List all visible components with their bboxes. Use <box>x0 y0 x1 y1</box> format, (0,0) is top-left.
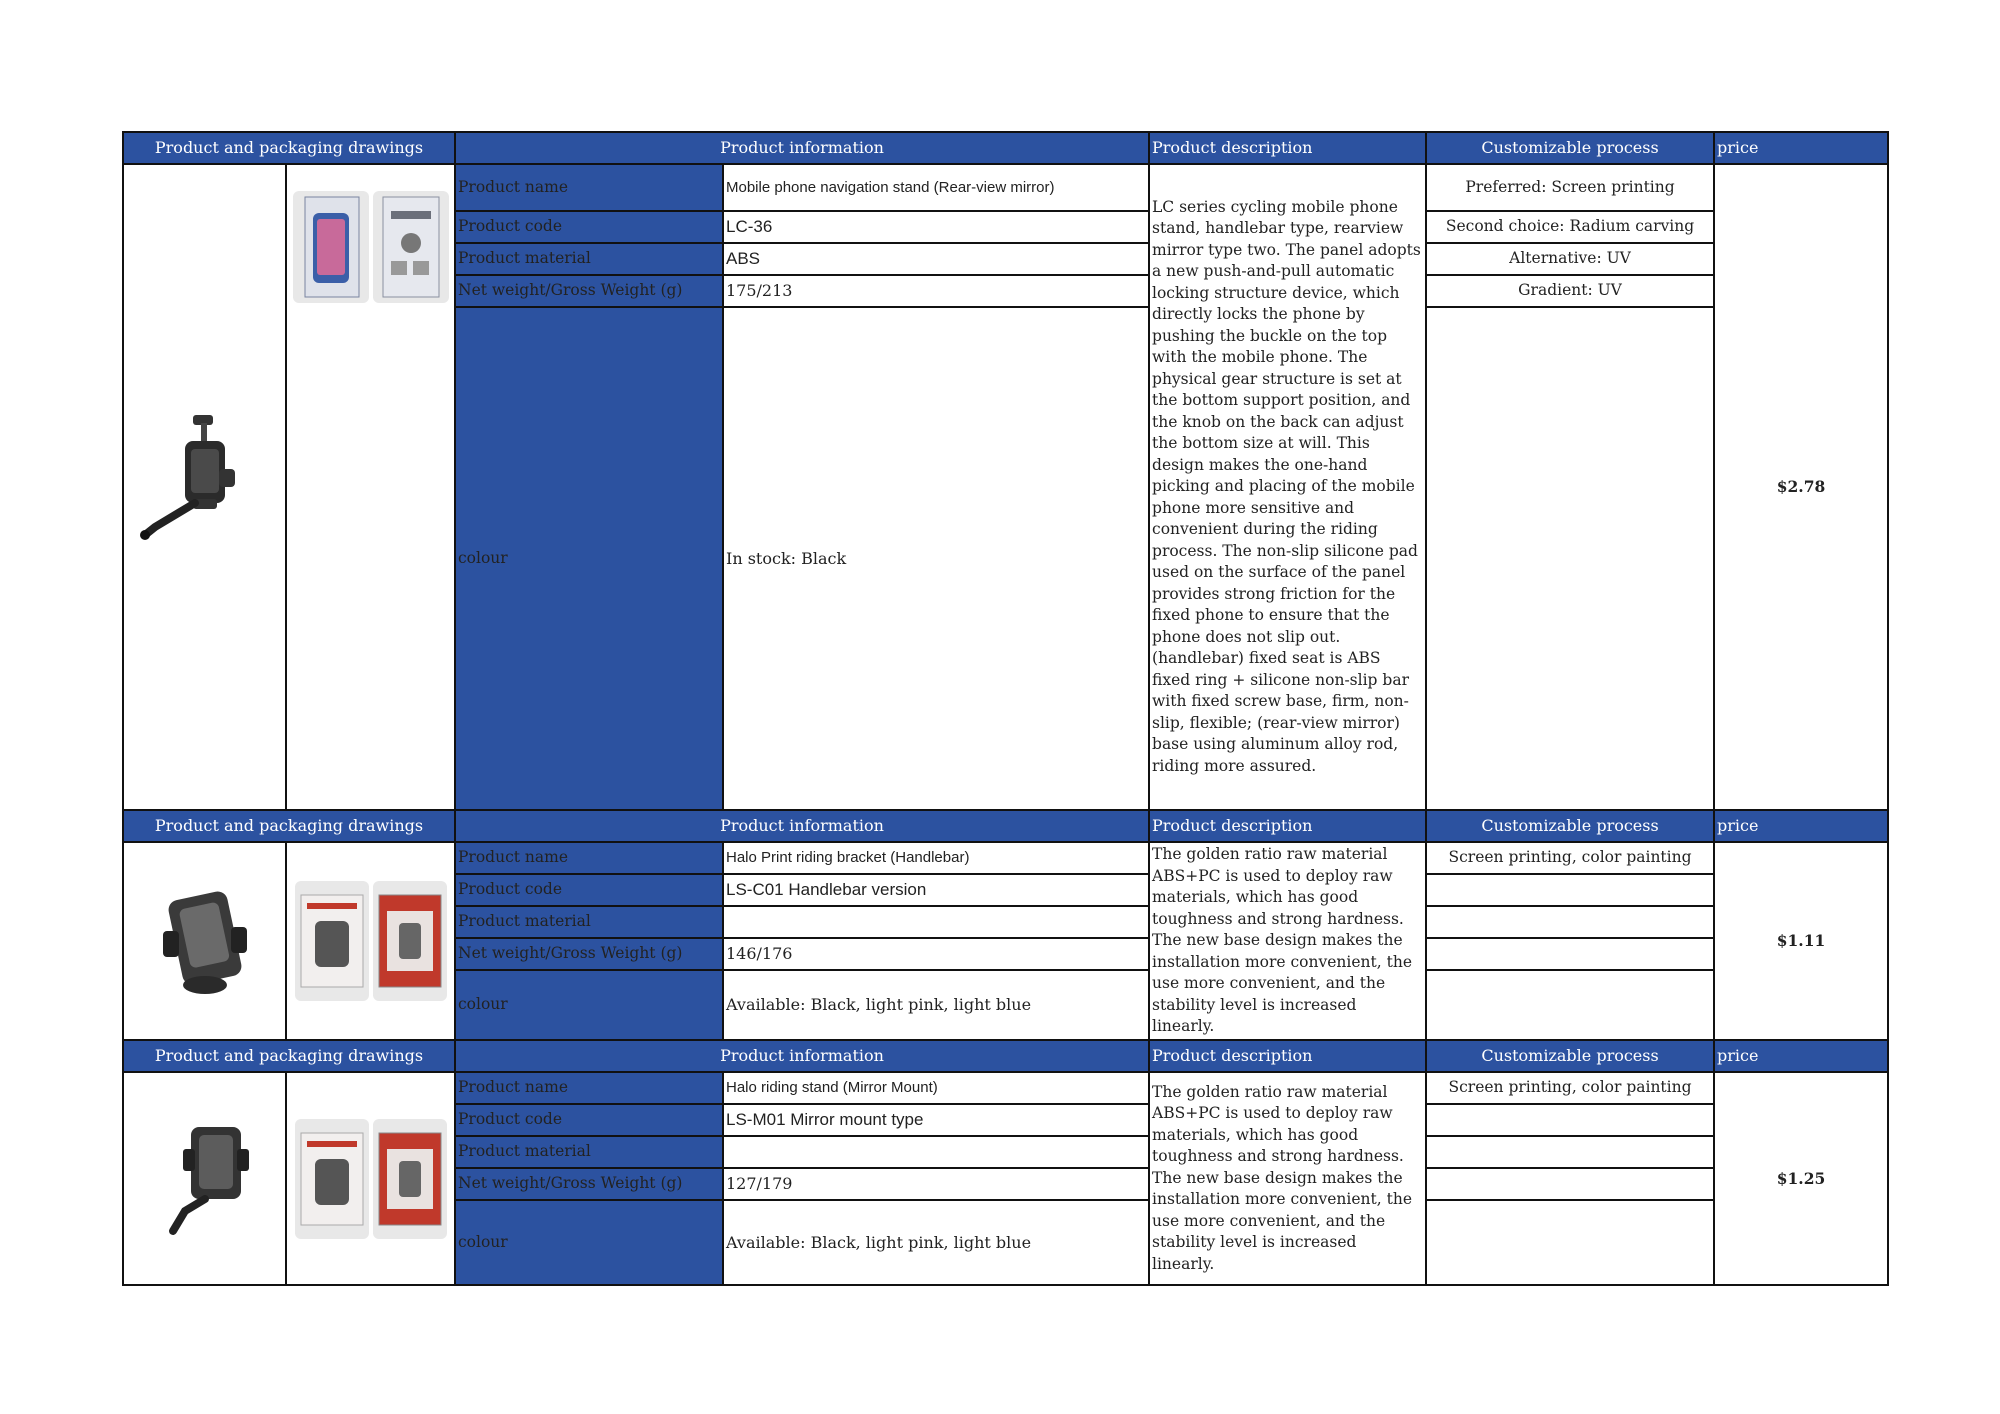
price-value: $1.11 <box>1714 842 1888 1040</box>
packaging-photo-cell <box>286 842 455 1040</box>
process-option <box>1426 1104 1714 1136</box>
process-empty <box>1426 1200 1714 1285</box>
process-option <box>1426 1136 1714 1168</box>
packaging-back-image <box>373 191 449 303</box>
label-product-material: Product material <box>455 243 723 275</box>
label-colour: colour <box>455 1200 723 1285</box>
process-option: Preferred: Screen printing <box>1426 164 1714 211</box>
label-weight: Net weight/Gross Weight (g) <box>455 275 723 307</box>
value-product-name: Halo Print riding bracket (Handlebar) <box>723 842 1149 874</box>
header-process: Customizable process <box>1426 810 1714 842</box>
process-option <box>1426 938 1714 970</box>
label-colour: colour <box>455 970 723 1040</box>
process-empty <box>1426 970 1714 1040</box>
product-photo-cell <box>123 842 286 1040</box>
phone-holder-mirror-image <box>135 407 275 567</box>
header-process: Customizable process <box>1426 132 1714 164</box>
value-weight: 127/179 <box>723 1168 1149 1200</box>
header-process: Customizable process <box>1426 1040 1714 1072</box>
value-product-material <box>723 906 1149 938</box>
header-drawings: Product and packaging drawings <box>123 132 455 164</box>
label-product-code: Product code <box>455 211 723 243</box>
process-option: Second choice: Radium carving <box>1426 211 1714 243</box>
product-description: The golden ratio raw material ABS+PC is used to deploy raw materials, which has good toughness and strong hardness. The new base design makes the installation more convenient, the use more convenient, and the stability level is increased linearly. <box>1149 842 1426 1040</box>
process-option: Alternative: UV <box>1426 243 1714 275</box>
label-product-code: Product code <box>455 1104 723 1136</box>
price-value: $1.25 <box>1714 1072 1888 1285</box>
header-row <box>123 1040 1888 1072</box>
header-price: price <box>1714 1040 1888 1072</box>
phone-holder-mirror-mount-image <box>145 1119 265 1239</box>
packaging-back-image <box>373 1119 447 1239</box>
process-empty <box>1426 307 1714 810</box>
header-drawings: Product and packaging drawings <box>123 1040 455 1072</box>
label-product-name: Product name <box>455 842 723 874</box>
process-option: Screen printing, color painting <box>1426 842 1714 874</box>
price-value: $2.78 <box>1714 164 1888 810</box>
header-price: price <box>1714 132 1888 164</box>
value-product-material: ABS <box>723 243 1149 275</box>
header-info: Product information <box>455 1040 1149 1072</box>
value-product-code: LS-M01 Mirror mount type <box>723 1104 1149 1136</box>
value-colour: Available: Black, light pink, light blue <box>723 1200 1149 1285</box>
packaging-front-image <box>295 1119 369 1239</box>
process-option: Gradient: UV <box>1426 275 1714 307</box>
header-description: Product description <box>1149 1040 1426 1072</box>
label-product-material: Product material <box>455 1136 723 1168</box>
label-product-code: Product code <box>455 874 723 906</box>
product-sheet <box>122 131 1887 1286</box>
product-description: The golden ratio raw material ABS+PC is used to deploy raw materials, which has good toughness and strong hardness. The new base design makes the installation more convenient, the use more convenient, and the stability level is increased linearly. <box>1149 1072 1426 1285</box>
label-colour: colour <box>455 307 723 810</box>
process-option: Screen printing, color painting <box>1426 1072 1714 1104</box>
label-weight: Net weight/Gross Weight (g) <box>455 938 723 970</box>
header-description: Product description <box>1149 810 1426 842</box>
header-price: price <box>1714 810 1888 842</box>
product-photo-cell <box>123 164 286 810</box>
phone-holder-handlebar-image <box>145 881 265 1001</box>
header-info: Product information <box>455 810 1149 842</box>
value-product-code: LC-36 <box>723 211 1149 243</box>
header-description: Product description <box>1149 132 1426 164</box>
product-photo-cell <box>123 1072 286 1285</box>
value-colour: Available: Black, light pink, light blue <box>723 970 1149 1040</box>
header-row <box>123 132 1888 164</box>
process-option <box>1426 906 1714 938</box>
packaging-front-image <box>295 881 369 1001</box>
header-drawings: Product and packaging drawings <box>123 810 455 842</box>
product-table <box>122 131 1889 1286</box>
label-product-material: Product material <box>455 906 723 938</box>
value-colour: In stock: Black <box>723 307 1149 810</box>
value-product-name: Halo riding stand (Mirror Mount) <box>723 1072 1149 1104</box>
process-option <box>1426 1168 1714 1200</box>
packaging-back-image <box>373 881 447 1001</box>
packaging-photo-cell <box>286 1072 455 1285</box>
label-product-name: Product name <box>455 164 723 211</box>
value-weight: 146/176 <box>723 938 1149 970</box>
table-row <box>123 164 1888 211</box>
process-option <box>1426 874 1714 906</box>
value-weight: 175/213 <box>723 275 1149 307</box>
header-row <box>123 810 1888 842</box>
packaging-front-image <box>293 191 369 303</box>
value-product-code: LS-C01 Handlebar version <box>723 874 1149 906</box>
table-row <box>123 1072 1888 1104</box>
header-info: Product information <box>455 132 1149 164</box>
label-weight: Net weight/Gross Weight (g) <box>455 1168 723 1200</box>
label-product-name: Product name <box>455 1072 723 1104</box>
product-description: LC series cycling mobile phone stand, handlebar type, rearview mirror type two. The panel adopts a new push-and-pull automatic locking structure device, which directly locks the phone by pushing the buckle on the top with the mobile phone. The physical gear structure is set at the bottom support position, and the knob on the back can adjust the bottom size at will. This design makes the one-hand picking and placing of the mobile phone more sensitive and convenient during the riding process. The non-slip silicone pad used on the surface of the panel provides strong friction for the fixed phone to ensure that the phone does not slip out. (handlebar) fixed seat is ABS fixed ring + silicone non-slip bar with fixed screw base, firm, non-slip, flexible; (rear-view mirror) base using aluminum alloy rod, riding more assured. <box>1149 164 1426 810</box>
packaging-photo-cell <box>286 164 455 810</box>
value-product-material <box>723 1136 1149 1168</box>
table-row <box>123 842 1888 874</box>
value-product-name: Mobile phone navigation stand (Rear-view mirror) <box>723 164 1149 211</box>
